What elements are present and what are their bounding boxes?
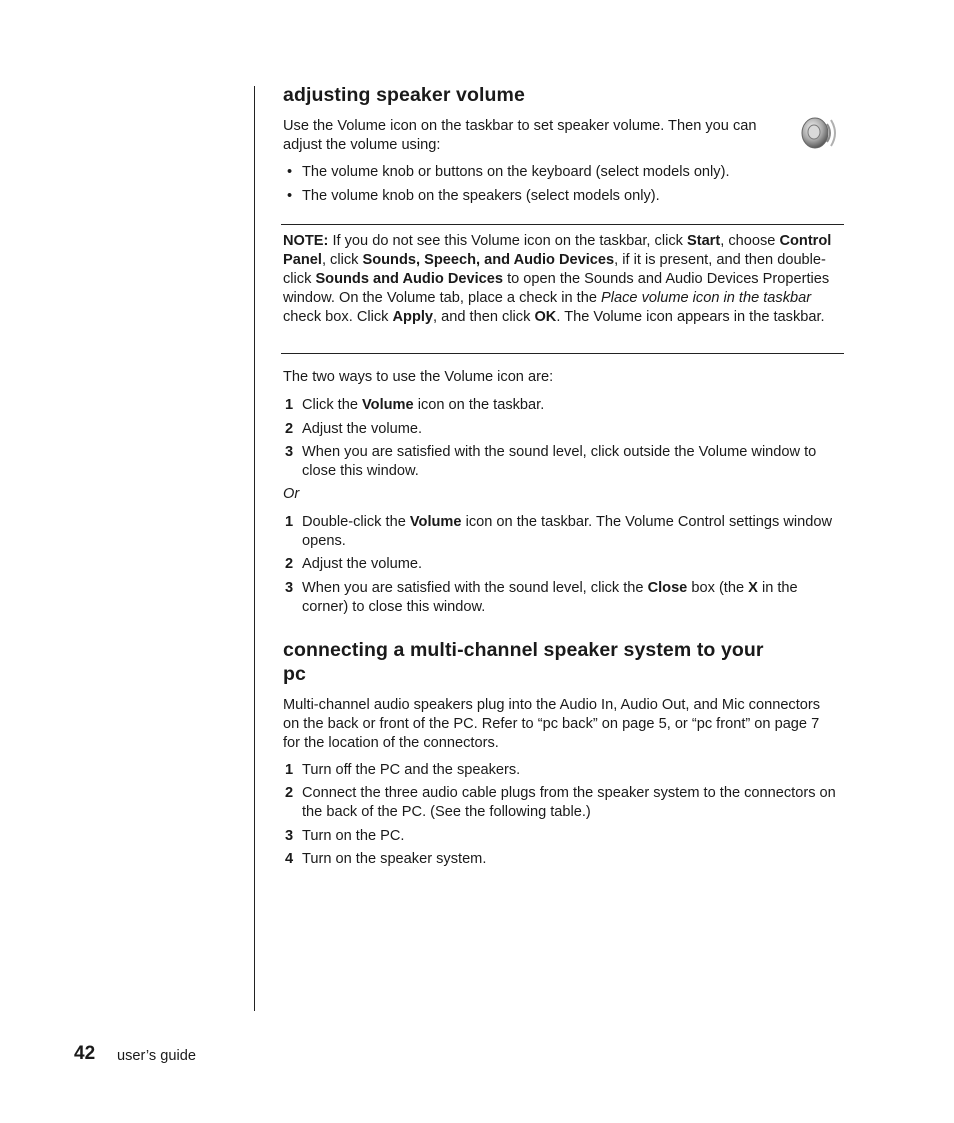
step-number: 2 xyxy=(285,421,294,437)
step-number: 3 xyxy=(285,580,294,596)
step-number: 1 xyxy=(285,397,294,413)
step-text: When you are satisfied with the sound level, click the Close box (the X in the corner) to close this window. xyxy=(302,580,798,615)
step-number: 1 xyxy=(285,762,294,778)
note-text: , and then click xyxy=(433,309,535,325)
note-start: Start xyxy=(686,233,721,249)
note-control-panel: Control Panel xyxy=(283,233,832,268)
step-text: Turn on the speaker system. xyxy=(302,851,487,867)
bullet-dot: • xyxy=(287,188,293,204)
note-text: , click xyxy=(321,252,363,268)
note-text: . The Volume icon appears in the taskbar. xyxy=(556,309,825,325)
intro-paragraph: Use the Volume icon on the taskbar to set speaker volume. Then you can adjust the volume using: xyxy=(283,118,757,153)
section-heading-volume: adjusting speaker volume xyxy=(283,84,525,106)
two-ways-intro: The two ways to use the Volume icon are: xyxy=(283,369,554,385)
bullet-dot: • xyxy=(287,164,293,180)
step-text: Click the Volume icon on the taskbar. xyxy=(302,397,545,413)
step-text: Double-click the Volume icon on the taskbar. The Volume Control settings window opens. xyxy=(302,514,832,549)
note-ok: OK xyxy=(534,309,557,325)
note-sounds-audio: Sounds and Audio Devices xyxy=(315,271,504,287)
step-text: Turn off the PC and the speakers. xyxy=(302,762,521,778)
margin-rule xyxy=(254,86,255,1011)
or-label: Or xyxy=(283,486,300,502)
step-number: 1 xyxy=(285,514,294,530)
step-text: Turn on the PC. xyxy=(302,828,405,844)
note-text: If you do not see this Volume icon on the taskbar, click xyxy=(328,233,687,249)
bullet-text: The volume knob or buttons on the keyboard (select models only). xyxy=(302,164,730,180)
step-number: 2 xyxy=(285,785,294,801)
note-label: NOTE: xyxy=(283,233,329,249)
note-checkbox-name: Place volume icon in the taskbar xyxy=(601,290,812,306)
step-number: 4 xyxy=(285,851,294,867)
speaker-volume-icon xyxy=(797,114,839,152)
section-heading-multichannel: connecting a multi-channel speaker system to your pc xyxy=(283,639,764,685)
note-top-rule xyxy=(281,224,844,225)
step-text: Adjust the volume. xyxy=(302,556,423,572)
step-text: Adjust the volume. xyxy=(302,421,423,437)
note-sounds-speech: Sounds, Speech, and Audio Devices xyxy=(362,252,615,268)
step-text: Connect the three audio cable plugs from the speaker system to the connectors on the back of the PC. (See the following table.) xyxy=(302,785,836,820)
multichannel-intro: Multi-channel audio speakers plug into the Audio In, Audio Out, and Mic connectors on the back or front of the PC. Refer to “pc back” on page 5, or “pc front” on page 7 for the location of the connectors. xyxy=(283,697,821,751)
note-text: , choose xyxy=(720,233,780,249)
bullet-text: The volume knob on the speakers (select models only). xyxy=(302,188,660,204)
step-text: When you are satisfied with the sound level, click outside the Volume window to close this window. xyxy=(302,444,817,479)
note-paragraph xyxy=(283,232,841,327)
note-text: , if it is present, and then double-click xyxy=(283,252,826,287)
step-number: 3 xyxy=(285,828,294,844)
doc-title: user’s guide xyxy=(117,1048,196,1064)
note-text: to open the Sounds and Audio Devices Properties window. On the Volume tab, place a check in the xyxy=(283,271,830,306)
step-number: 3 xyxy=(285,444,294,460)
note-text: check box. Click xyxy=(283,309,393,325)
page-number: 42 xyxy=(74,1043,96,1064)
note-bottom-rule xyxy=(281,353,844,354)
step-number: 2 xyxy=(285,556,294,572)
note-apply: Apply xyxy=(392,309,434,325)
